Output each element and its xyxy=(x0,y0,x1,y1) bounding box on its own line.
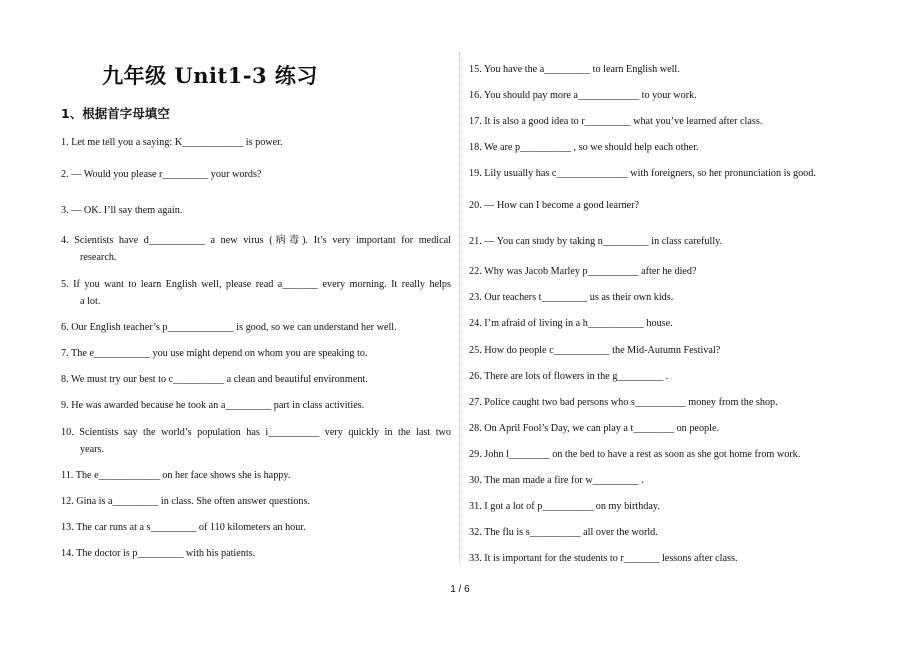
question-33: 33. It is important for the students to r_______ lessons after class. xyxy=(469,553,738,564)
question-20: 20. — How can I become a good learner? xyxy=(469,200,640,211)
question-3: 3. — OK. I’ll say them again. xyxy=(61,205,183,216)
question-12: 12. Gina is a_________ in class. She often answer questions. xyxy=(61,496,310,507)
question-4: 4. Scientists have d___________ a new virus (病毒). It’s very important for medical xyxy=(61,235,451,246)
question-18: 18. We are p__________ , so we should help each other. xyxy=(469,142,699,153)
question-1: 1. Let me tell you a saying: K____________ is power. xyxy=(61,137,283,148)
question-13: 13. The car runs at a s_________ of 110 kilometers an hour. xyxy=(61,522,306,533)
question-19: 19. Lily usually has c______________ with foreigners, so her pronunciation is good. xyxy=(469,168,816,179)
question-26: 26. There are lots of flowers in the g_________ . xyxy=(469,371,669,382)
question-15: 15. You have the a_________ to learn English well. xyxy=(469,64,680,75)
question-28: 28. On April Fool’s Day, we can play a t________ on people. xyxy=(469,423,720,434)
column-divider xyxy=(459,52,460,564)
page-number: 1 / 6 xyxy=(450,584,470,595)
question-5-continuation: a lot. xyxy=(80,296,101,307)
question-31: 31. I got a lot of p__________ on my birthday. xyxy=(469,501,660,512)
question-17: 17. It is also a good idea to r_________ what you’ve learned after class. xyxy=(469,116,763,127)
question-27: 27. Police caught two bad persons who s__________ money from the shop. xyxy=(469,397,778,408)
question-16: 16. You should pay more a____________ to your work. xyxy=(469,90,697,101)
page-title: 九年级 Unit1-3 练习 xyxy=(102,63,318,88)
question-2: 2. — Would you please r_________ your words? xyxy=(61,169,262,180)
question-8: 8. We must try our best to c__________ a clean and beautiful environment. xyxy=(61,374,368,385)
question-29: 29. John l________ on the bed to have a rest as soon as she got home from work. xyxy=(469,449,801,460)
question-14: 14. The doctor is p_________ with his patients. xyxy=(61,548,256,559)
question-6: 6. Our English teacher’s p_____________ is good, so we can understand her well. xyxy=(61,322,397,333)
question-22: 22. Why was Jacob Marley p__________ after he died? xyxy=(469,266,697,277)
question-4-continuation: research. xyxy=(80,252,117,263)
question-25: 25. How do people c___________ the Mid-Autumn Festival? xyxy=(469,345,721,356)
question-7: 7. The e___________ you use might depend on whom you are speaking to. xyxy=(61,348,368,359)
question-10: 10. Scientists say the world’s population has i__________ very quickly in the last two xyxy=(61,427,451,438)
question-23: 23. Our teachers t_________ us as their own kids. xyxy=(469,292,674,303)
question-11: 11. The e____________ on her face shows she is happy. xyxy=(61,470,291,481)
question-9: 9. He was awarded because he took an a_________ part in class activities. xyxy=(61,400,365,411)
question-32: 32. The flu is s__________ all over the world. xyxy=(469,527,658,538)
question-30: 30. The man made a fire for w_________ . xyxy=(469,475,644,486)
question-24: 24. I’m afraid of living in a h___________ house. xyxy=(469,318,673,329)
section-heading: 1、根据首字母填空 xyxy=(61,106,170,121)
question-10-continuation: years. xyxy=(80,444,105,455)
question-5: 5. If you want to learn English well, please read a_______ every morning. It really helps xyxy=(61,279,451,290)
question-21: 21. — You can study by taking n_________ in class carefully. xyxy=(469,236,723,247)
